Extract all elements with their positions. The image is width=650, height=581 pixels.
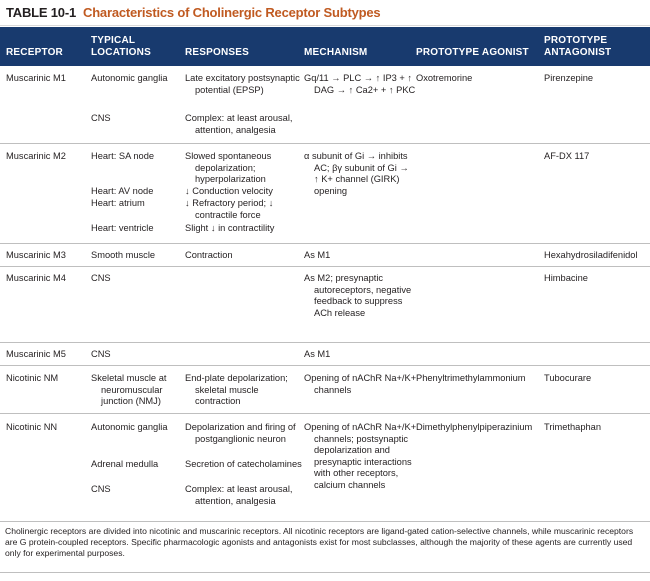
header-antagonist-line1: PROTOTYPE <box>544 35 608 46</box>
header-antagonist-line2: ANTAGONIST <box>544 47 612 58</box>
table-title: Characteristics of Cholinergic Receptor Subtypes <box>83 5 381 20</box>
header-antagonist <box>544 35 611 59</box>
cell-response: Secretion of catecholamines <box>185 459 302 469</box>
cell-receptor: Muscarinic M5 <box>6 349 66 359</box>
cell-response: Depolarization and firing of postganglionic neuron <box>185 422 296 444</box>
cell-agonist: Oxotremorine <box>416 73 473 83</box>
cell-location: Heart: ventricle <box>91 223 154 233</box>
header-agonist: PROTOTYPE AGONIST <box>416 47 529 58</box>
cell-location: Heart: AV node <box>91 186 154 196</box>
cell-location: CNS <box>91 484 111 494</box>
cell-location: Autonomic ganglia <box>91 73 168 83</box>
cell-location: CNS <box>91 273 111 283</box>
cell-response: Slight ↓ in contractility <box>185 223 275 233</box>
table-row-m3 <box>0 244 650 267</box>
cell-response: Contraction <box>185 250 233 260</box>
cell-mechanism: Opening of nAChR Na+/K+ channels <box>304 373 417 395</box>
table-row-m2 <box>0 144 650 244</box>
header-locations-line2: LOCATIONS <box>91 47 151 58</box>
table-row-nm <box>0 366 650 414</box>
cell-receptor: Muscarinic M2 <box>6 151 66 161</box>
cell-response: Complex: at least arousal, attention, analgesia <box>185 484 293 506</box>
cell-location: Skeletal muscle at neuromuscular junction (NMJ) <box>91 373 167 406</box>
cell-location: Autonomic ganglia <box>91 422 168 432</box>
cell-mechanism: Gq/11 → PLC → ↑ IP3 + ↑ DAG → ↑ Ca2+ + ↑ PKC <box>304 73 416 95</box>
table-row-nn <box>0 414 650 522</box>
cell-mechanism: α subunit of Gi → inhibits AC; βγ subunit of Gi → ↑ K+ channel (GIRK) opening <box>304 151 409 196</box>
table-number: TABLE 10-1 <box>6 5 76 20</box>
cell-mechanism: As M1 <box>304 349 331 359</box>
cell-response: ↓ Refractory period; ↓ contractile force <box>185 198 274 220</box>
cell-antagonist: Tubocurare <box>544 373 592 383</box>
cell-antagonist: Pirenzepine <box>544 73 594 83</box>
header-locations-line1: TYPICAL <box>91 35 136 46</box>
cell-mechanism: As M2; presynaptic autoreceptors, negative feedback to suppress ACh release <box>304 273 412 318</box>
cell-agonist: Phenyltrimethylammonium <box>416 373 526 383</box>
cell-location: Heart: atrium <box>91 198 145 208</box>
table-row-m1 <box>0 66 650 144</box>
table-header <box>0 27 650 66</box>
table-title-bar <box>0 0 650 26</box>
cell-receptor: Muscarinic M4 <box>6 273 66 283</box>
cell-location: CNS <box>91 113 111 123</box>
header-responses: RESPONSES <box>185 47 250 58</box>
cell-mechanism: Opening of nAChR Na+/K+ channels; postsynaptic depolarization and presynaptic interactions with other receptors, calcium channels <box>304 422 417 490</box>
cell-receptor: Nicotinic NM <box>6 373 59 383</box>
cell-antagonist: Himbacine <box>544 273 588 283</box>
cell-location: Heart: SA node <box>91 151 155 161</box>
cell-response: ↓ Conduction velocity <box>185 186 273 196</box>
cell-antagonist: AF-DX 117 <box>544 151 590 161</box>
header-receptor: RECEPTOR <box>6 47 63 58</box>
cell-location: Smooth muscle <box>91 250 156 260</box>
table-footnote: Cholinergic receptors are divided into nicotinic and muscarinic receptors. All nicotinic receptors are ligand-gated cation-selective channels, while muscarinic receptors are G protein-coupled receptors. Specific pharmacologic agonists and antagonists exist for most subclasses, although the majority of these agents are currently used only for experimental purposes. <box>5 526 634 559</box>
cell-response: End-plate depolarization; skeletal muscle contraction <box>185 373 288 406</box>
cell-receptor: Muscarinic M3 <box>6 250 66 260</box>
cell-location: Adrenal medulla <box>91 459 159 469</box>
table-row-m5 <box>0 343 650 366</box>
cell-response: Complex: at least arousal, attention, analgesia <box>185 113 293 135</box>
table-row-m4 <box>0 267 650 343</box>
cell-response: Late excitatory postsynaptic potential (EPSP) <box>185 73 300 95</box>
cell-antagonist: Hexahydrosiladifenidol <box>544 250 638 260</box>
cell-response: Slowed spontaneous depolarization; hyperpolarization <box>185 151 272 184</box>
cell-receptor: Nicotinic NN <box>6 422 58 432</box>
cell-location: CNS <box>91 349 111 359</box>
cell-antagonist: Trimethaphan <box>544 422 602 432</box>
header-locations <box>91 35 151 59</box>
table-bottom-rule <box>0 572 650 573</box>
cell-mechanism: As M1 <box>304 250 331 260</box>
cell-receptor: Muscarinic M1 <box>6 73 66 83</box>
header-mechanism: MECHANISM <box>304 47 368 58</box>
cell-agonist: Dimethylphenylpiperazinium <box>416 422 533 432</box>
